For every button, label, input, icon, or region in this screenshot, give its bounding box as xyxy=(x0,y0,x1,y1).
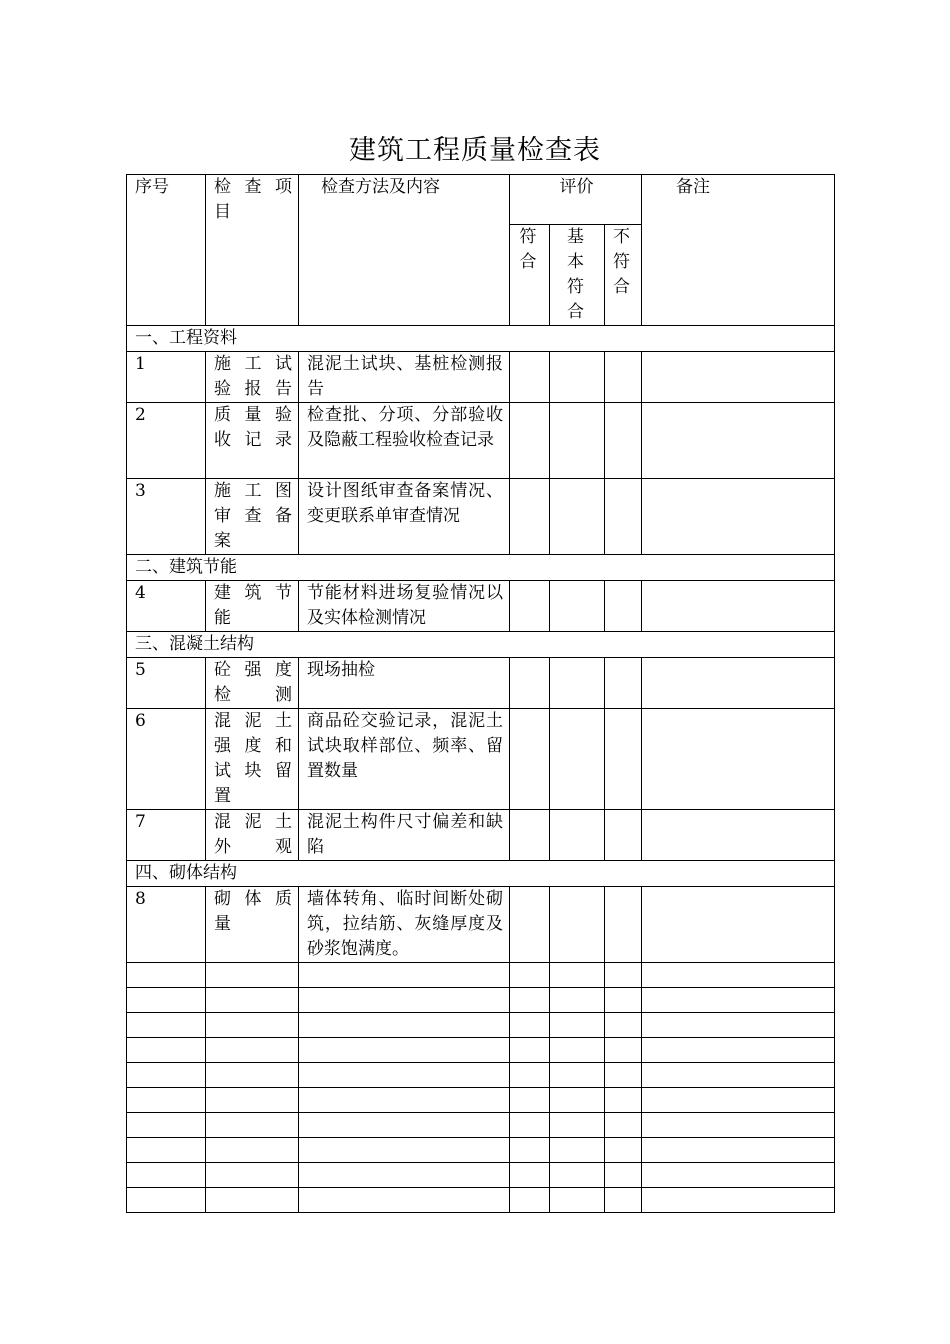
empty-cell xyxy=(550,1188,605,1213)
empty-row xyxy=(127,963,835,988)
empty-cell xyxy=(127,1063,206,1088)
empty-cell xyxy=(206,1038,299,1063)
cell-seq: 6 xyxy=(127,709,206,810)
inspection-table xyxy=(126,174,835,1213)
cell-conform xyxy=(510,887,550,963)
header-nonconform: 不符合 xyxy=(605,225,642,326)
header-row xyxy=(127,175,835,225)
empty-cell xyxy=(642,963,835,988)
table-row xyxy=(127,479,835,555)
empty-cell xyxy=(642,1013,835,1038)
cell-basic-conform xyxy=(550,709,605,810)
cell-basic-conform xyxy=(550,658,605,709)
empty-cell xyxy=(127,1163,206,1188)
empty-cell xyxy=(299,963,510,988)
empty-cell xyxy=(127,1013,206,1038)
empty-row xyxy=(127,1038,835,1063)
cell-remark xyxy=(642,403,835,479)
cell-nonconform xyxy=(605,352,642,403)
empty-cell xyxy=(206,963,299,988)
empty-cell xyxy=(206,1163,299,1188)
empty-cell xyxy=(299,988,510,1013)
cell-conform xyxy=(510,479,550,555)
cell-remark xyxy=(642,352,835,403)
section-title: 一、工程资料 xyxy=(127,326,835,352)
header-method: 检查方法及内容 xyxy=(299,175,510,326)
empty-row xyxy=(127,1188,835,1213)
section-title: 四、砌体结构 xyxy=(127,861,835,887)
empty-cell xyxy=(605,963,642,988)
cell-method: 节能材料进场复验情况以及实体检测情况 xyxy=(299,581,510,632)
empty-cell xyxy=(206,1188,299,1213)
empty-cell xyxy=(550,1088,605,1113)
table-row xyxy=(127,352,835,403)
empty-cell xyxy=(510,1038,550,1063)
empty-row xyxy=(127,988,835,1013)
cell-conform xyxy=(510,658,550,709)
empty-row xyxy=(127,1088,835,1113)
empty-cell xyxy=(299,1188,510,1213)
empty-cell xyxy=(550,1113,605,1138)
cell-seq: 2 xyxy=(127,403,206,479)
table-row xyxy=(127,581,835,632)
header-conform: 符合 xyxy=(510,225,550,326)
empty-cell xyxy=(642,1088,835,1113)
cell-seq: 4 xyxy=(127,581,206,632)
cell-item: 建 筑 节 能 xyxy=(206,581,299,632)
empty-cell xyxy=(605,988,642,1013)
cell-method: 商品砼交验记录，混泥土试块取样部位、频率、留置数量 xyxy=(299,709,510,810)
empty-cell xyxy=(299,1063,510,1088)
empty-cell xyxy=(550,1038,605,1063)
empty-cell xyxy=(550,988,605,1013)
cell-nonconform xyxy=(605,658,642,709)
empty-cell xyxy=(605,1038,642,1063)
header-basic-conform: 基本符合 xyxy=(550,225,605,326)
empty-cell xyxy=(510,1013,550,1038)
empty-cell xyxy=(206,1013,299,1038)
cell-item: 施 工 图 审 查 备 案 xyxy=(206,479,299,555)
empty-cell xyxy=(127,963,206,988)
section-title: 三、混凝土结构 xyxy=(127,632,835,658)
empty-cell xyxy=(642,988,835,1013)
empty-cell xyxy=(510,1088,550,1113)
header-remark: 备注 xyxy=(642,175,835,326)
header-seq: 序号 xyxy=(127,175,206,326)
cell-nonconform xyxy=(605,581,642,632)
empty-cell xyxy=(605,1113,642,1138)
document-title: 建筑工程质量检查表 xyxy=(349,135,601,166)
empty-cell xyxy=(127,988,206,1013)
empty-cell xyxy=(550,963,605,988)
cell-seq: 8 xyxy=(127,887,206,963)
empty-cell xyxy=(510,1063,550,1088)
empty-cell xyxy=(510,1113,550,1138)
empty-cell xyxy=(605,1163,642,1188)
section-title: 二、建筑节能 xyxy=(127,555,835,581)
cell-conform xyxy=(510,810,550,861)
header-evaluation: 评价 xyxy=(510,175,642,225)
cell-basic-conform xyxy=(550,479,605,555)
empty-cell xyxy=(642,1188,835,1213)
cell-remark xyxy=(642,887,835,963)
cell-seq: 5 xyxy=(127,658,206,709)
empty-row xyxy=(127,1138,835,1163)
empty-cell xyxy=(510,1163,550,1188)
cell-remark xyxy=(642,479,835,555)
empty-cell xyxy=(510,988,550,1013)
cell-basic-conform xyxy=(550,581,605,632)
cell-basic-conform xyxy=(550,352,605,403)
cell-remark xyxy=(642,581,835,632)
section-row xyxy=(127,326,835,352)
empty-row xyxy=(127,1163,835,1188)
cell-seq: 1 xyxy=(127,352,206,403)
empty-cell xyxy=(206,1113,299,1138)
empty-cell xyxy=(642,1163,835,1188)
empty-cell xyxy=(206,1063,299,1088)
cell-basic-conform xyxy=(550,403,605,479)
section-row xyxy=(127,861,835,887)
empty-cell xyxy=(299,1138,510,1163)
empty-cell xyxy=(550,1013,605,1038)
empty-row xyxy=(127,1013,835,1038)
cell-conform xyxy=(510,709,550,810)
cell-conform xyxy=(510,352,550,403)
section-row xyxy=(127,632,835,658)
empty-cell xyxy=(510,963,550,988)
empty-row xyxy=(127,1063,835,1088)
empty-cell xyxy=(550,1163,605,1188)
cell-seq: 3 xyxy=(127,479,206,555)
empty-cell xyxy=(550,1138,605,1163)
cell-nonconform xyxy=(605,479,642,555)
empty-cell xyxy=(206,1088,299,1113)
cell-method: 检查批、分项、分部验收及隐蔽工程验收检查记录 xyxy=(299,403,510,479)
cell-item: 混 泥 土 外观 xyxy=(206,810,299,861)
empty-cell xyxy=(642,1138,835,1163)
empty-cell xyxy=(206,988,299,1013)
empty-cell xyxy=(605,1013,642,1038)
cell-nonconform xyxy=(605,709,642,810)
header-item: 检 查 项 目 xyxy=(206,175,299,326)
table-row xyxy=(127,403,835,479)
cell-remark xyxy=(642,709,835,810)
cell-conform xyxy=(510,403,550,479)
empty-cell xyxy=(642,1038,835,1063)
cell-nonconform xyxy=(605,887,642,963)
empty-cell xyxy=(127,1188,206,1213)
cell-method: 墙体转角、临时间断处砌筑，拉结筋、灰缝厚度及砂浆饱满度。 xyxy=(299,887,510,963)
empty-cell xyxy=(642,1063,835,1088)
empty-cell xyxy=(127,1038,206,1063)
cell-method: 设计图纸审查备案情况、变更联系单审查情况 xyxy=(299,479,510,555)
cell-basic-conform xyxy=(550,810,605,861)
empty-cell xyxy=(127,1138,206,1163)
table-row xyxy=(127,709,835,810)
empty-cell xyxy=(510,1138,550,1163)
empty-cell xyxy=(206,1138,299,1163)
cell-item: 混 泥 土 强 度 和 试 块 留 置 xyxy=(206,709,299,810)
cell-remark xyxy=(642,810,835,861)
empty-cell xyxy=(299,1038,510,1063)
empty-cell xyxy=(605,1188,642,1213)
cell-method: 混泥土试块、基桩检测报告 xyxy=(299,352,510,403)
empty-cell xyxy=(605,1088,642,1113)
empty-cell xyxy=(605,1138,642,1163)
cell-conform xyxy=(510,581,550,632)
cell-method: 混泥土构件尺寸偏差和缺陷 xyxy=(299,810,510,861)
cell-item: 施 工 试 验报告 xyxy=(206,352,299,403)
cell-nonconform xyxy=(605,810,642,861)
cell-seq: 7 xyxy=(127,810,206,861)
cell-nonconform xyxy=(605,403,642,479)
table-row xyxy=(127,810,835,861)
empty-cell xyxy=(299,1113,510,1138)
empty-cell xyxy=(642,1113,835,1138)
empty-cell xyxy=(550,1063,605,1088)
empty-cell xyxy=(299,1088,510,1113)
section-row xyxy=(127,555,835,581)
cell-method: 现场抽检 xyxy=(299,658,510,709)
empty-cell xyxy=(299,1013,510,1038)
empty-cell xyxy=(127,1113,206,1138)
empty-cell xyxy=(605,1063,642,1088)
cell-item: 质 量 验 收记录 xyxy=(206,403,299,479)
cell-item: 砌 体 质 量 xyxy=(206,887,299,963)
empty-cell xyxy=(127,1088,206,1113)
cell-basic-conform xyxy=(550,887,605,963)
empty-row xyxy=(127,1113,835,1138)
cell-item: 砼 强 度 检测 xyxy=(206,658,299,709)
empty-cell xyxy=(510,1188,550,1213)
table-row xyxy=(127,887,835,963)
table-row xyxy=(127,658,835,709)
cell-remark xyxy=(642,658,835,709)
empty-cell xyxy=(299,1163,510,1188)
